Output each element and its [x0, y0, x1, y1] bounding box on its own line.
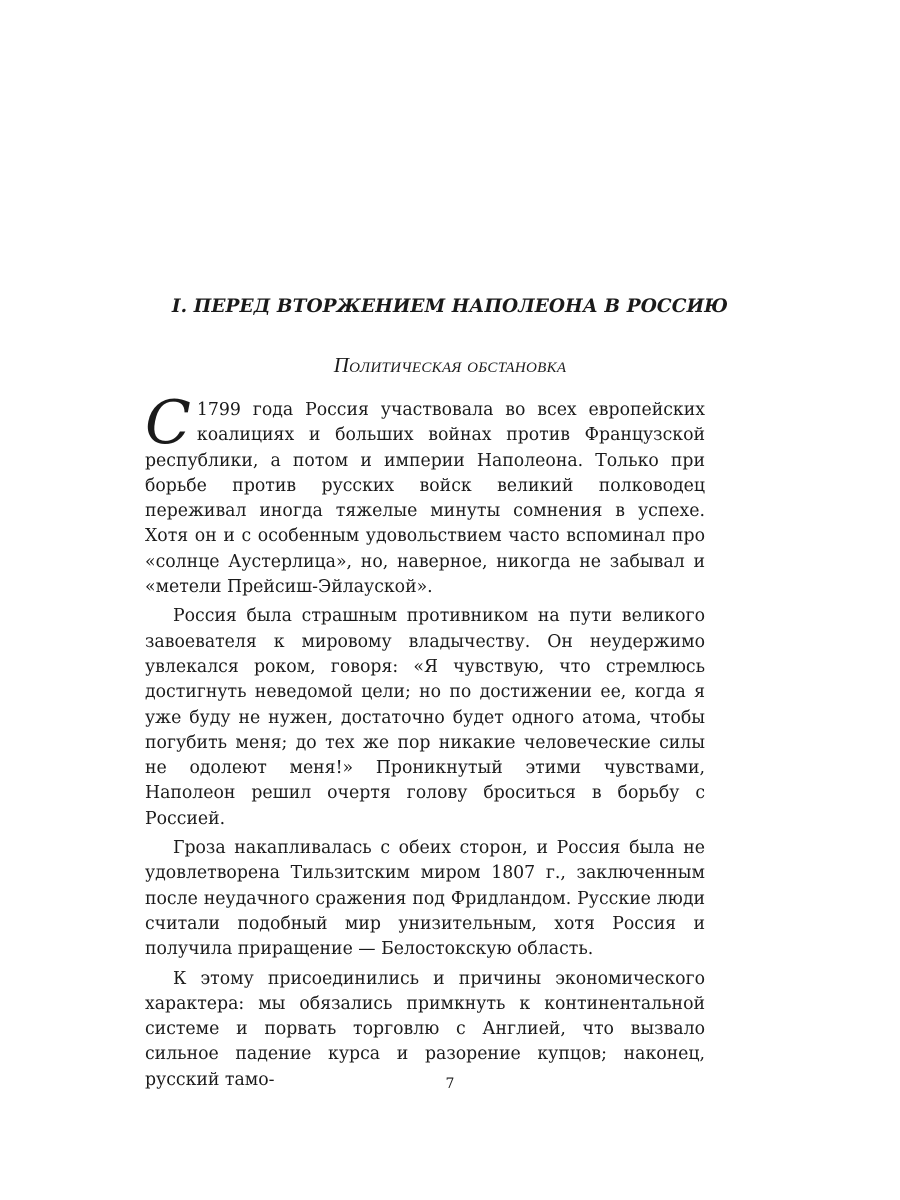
drop-cap: С: [145, 388, 191, 458]
paragraph-1-text: 1799 года Россия участвовала во всех европейских коалициях и больших войнах против Французской республики, а потом и империи Наполеона. Только при борьбе против русских войск великий полководец переживал иногда тяжелые минуты сомнения в успехе. Хотя он и с особенным удовольствием часто вспоминал про «солнце Аустерлица», но, наверное, никогда не забывал и «метели Прейсиш-Эйлауской».: [145, 400, 705, 598]
paragraph-2: Россия была страшным противником на пути великого завоевателя к мировому владычеству. Он неудержимо увлекался роком, говоря: «Я чувствую, что стремлюсь достигнуть неведомой цели; но по достижении ее, когда я уже буду не нужен, достаточно будет одного атома, чтобы погубить меня; до тех же пор никакие человеческие силы не одолеют меня!» Проникнутый этими чувствами, Наполеон решил очертя голову броситься в борьбу с Россией.: [145, 606, 705, 829]
paragraph-1: [145, 388, 705, 600]
page-number: 7: [445, 1076, 455, 1092]
paragraph-3: Гроза накапливалась с обеих сторон, и Россия была не удовлетворена Тильзитским миром 1807 г., заключенным после неудачного сражения под Фридландом. Русские люди считали подобный мир унизительным, хотя Россия и получила приращение — Белостокскую область.: [145, 838, 705, 960]
paragraph-4: К этому присоединились и причины экономического характера: мы обязались примкнуть к континентальной системе и порвать торговлю с Англией, что вызвало сильное падение курса и разорение купцов; наконец, русский тамо-: [145, 968, 705, 1090]
section-title: Политическая обстановка: [333, 353, 567, 377]
chapter-title: I. ПЕРЕД ВТОРЖЕНИЕМ НАПОЛЕОНА В РОССИЮ: [171, 296, 729, 317]
body-text: [145, 388, 705, 1097]
